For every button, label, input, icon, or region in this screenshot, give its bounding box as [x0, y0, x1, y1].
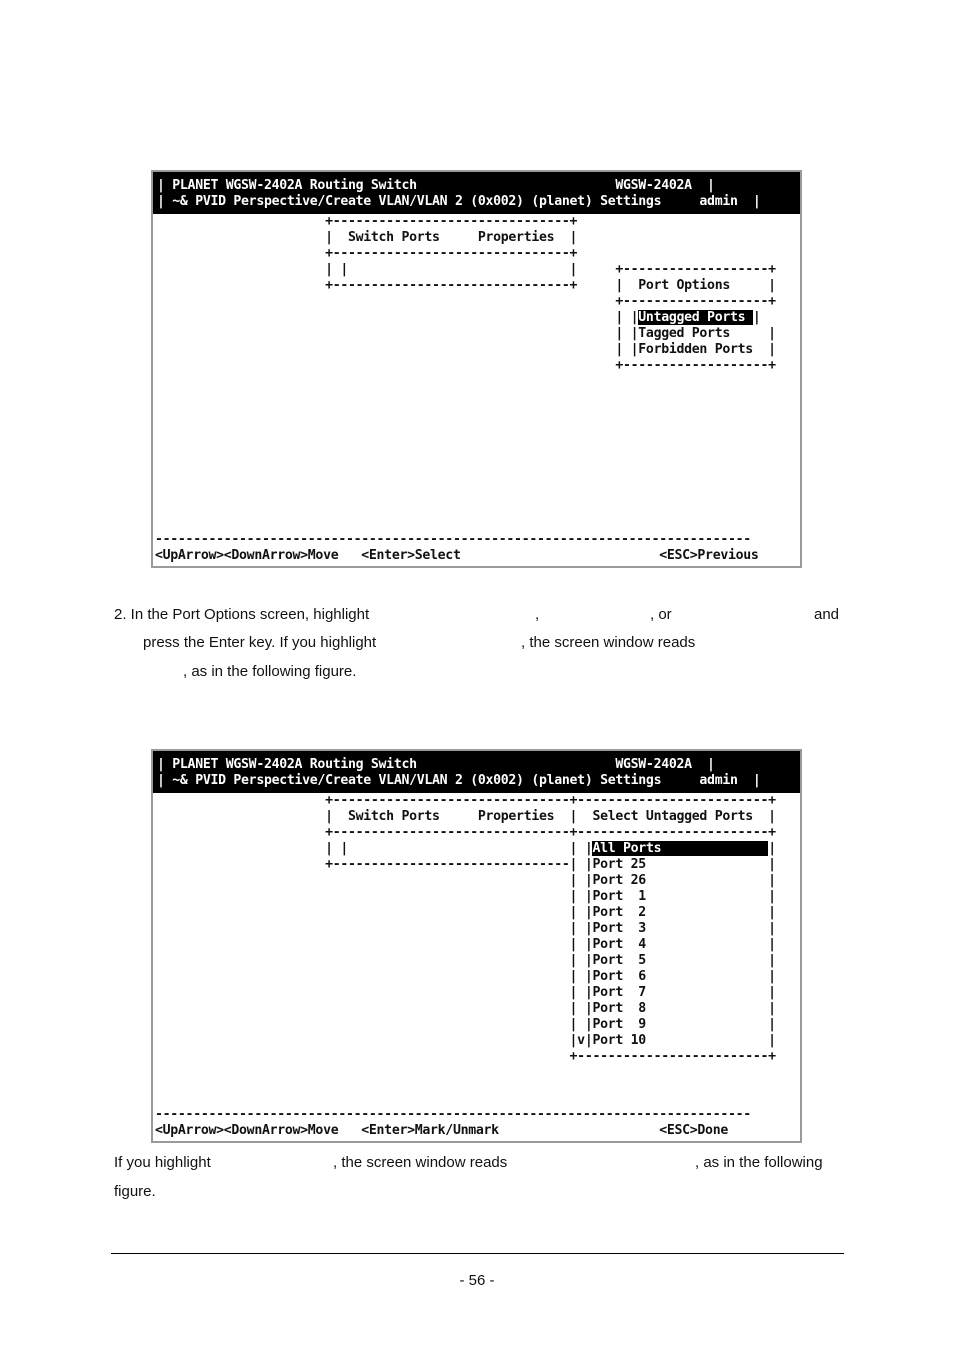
footer-keys: <UpArrow><DownArrow>Move <Enter>Mark/Unmark <ESC>Done	[155, 1123, 728, 1138]
option-suffix: |	[752, 310, 761, 325]
port-row[interactable]: | |Port 9 |	[157, 1017, 776, 1032]
body-line: +-------------------------+	[157, 1049, 776, 1064]
option-row-tagged[interactable]: | |Tagged Ports |	[157, 326, 776, 341]
option-row-forbidden[interactable]: | |Forbidden Ports |	[157, 342, 776, 357]
instruction-line-1-and: and	[814, 606, 840, 623]
port-all-ports[interactable]: All Ports	[592, 841, 769, 856]
port-row[interactable]: | |Port 1 |	[157, 889, 776, 904]
row-prefix: | | | |	[157, 841, 593, 856]
followup-line-2: figure.	[114, 1183, 156, 1200]
terminal-header	[153, 751, 800, 793]
followup-line-1-tail: , as in the following	[695, 1154, 823, 1171]
port-row[interactable]: | |Port 4 |	[157, 937, 776, 952]
header-line-2: | ~& PVID Perspective/Create VLAN/VLAN 2 (0x002) (planet) Settings admin |	[157, 194, 761, 209]
page-number: - 56 -	[459, 1272, 495, 1289]
port-row[interactable]: | |Port 6 |	[157, 969, 776, 984]
port-row[interactable]: | |Port 3 |	[157, 921, 776, 936]
port-row[interactable]: | |Port 5 |	[157, 953, 776, 968]
header-line-1: | PLANET WGSW-2402A Routing Switch WGSW-2402A |	[157, 178, 715, 193]
terminal-footer	[153, 532, 800, 564]
port-row[interactable]: |v|Port 10 |	[157, 1033, 776, 1048]
terminal-header	[153, 172, 800, 214]
body-line: | Switch Ports Properties | Select Untagged Ports |	[157, 809, 776, 824]
footer-keys: <UpArrow><DownArrow>Move <Enter>Select <ESC>Previous	[155, 548, 759, 563]
terminal-footer	[153, 1107, 800, 1139]
port-row[interactable]: +-------------------------------| |Port 25 |	[157, 857, 776, 872]
body-line: +-------------------------------+-------------------------+	[157, 793, 776, 808]
body-line: +-------------------------------+	[157, 246, 578, 261]
instruction-line-2-tail: , the screen window reads	[521, 634, 696, 651]
port-row[interactable]: | |Port 7 |	[157, 985, 776, 1000]
port-row[interactable]: | |Port 26 |	[157, 873, 776, 888]
port-row-all[interactable]	[157, 841, 796, 857]
port-row[interactable]: | |Port 2 |	[157, 905, 776, 920]
footer-rule: ------------------------------------------------------------------------------	[155, 532, 751, 547]
terminal-body	[153, 214, 800, 374]
option-prefix: | |	[157, 310, 639, 325]
terminal-screenshot-select-untagged	[151, 749, 802, 1143]
body-line: +-------------------------------+ | Port Options |	[157, 278, 776, 293]
header-line-2: | ~& PVID Perspective/Create VLAN/VLAN 2 (0x002) (planet) Settings admin |	[157, 773, 761, 788]
followup-line-1-lead: If you highlight	[114, 1154, 211, 1171]
terminal-body	[153, 793, 800, 1065]
instruction-line-1-or: , or	[650, 606, 672, 623]
header-line-1: | PLANET WGSW-2402A Routing Switch WGSW-2402A |	[157, 757, 715, 772]
body-line: | Switch Ports Properties |	[157, 230, 578, 245]
option-untagged-ports[interactable]: Untagged Ports	[638, 310, 753, 325]
instruction-line-2-lead: press the Enter key. If you highlight	[143, 634, 377, 651]
terminal-screenshot-port-options	[151, 170, 802, 568]
row-suffix: |	[768, 841, 776, 856]
instruction-line-1-comma: ,	[535, 606, 540, 623]
footer-divider	[111, 1253, 844, 1254]
instruction-line-3: , as in the following figure.	[183, 663, 357, 680]
body-line: +-------------------+	[157, 358, 776, 373]
body-line: +-------------------------------+	[157, 214, 578, 229]
body-line: +-------------------------------+-------------------------+	[157, 825, 776, 840]
instruction-line-1-lead: 2. In the Port Options screen, highlight	[114, 606, 370, 623]
port-row[interactable]: | |Port 8 |	[157, 1001, 776, 1016]
footer-rule: ------------------------------------------------------------------------------	[155, 1107, 751, 1122]
body-line: +-------------------+	[157, 294, 776, 309]
body-line: | | | +-------------------+	[157, 262, 776, 277]
followup-line-1-mid: , the screen window reads	[333, 1154, 508, 1171]
option-row-untagged[interactable]	[157, 310, 796, 326]
